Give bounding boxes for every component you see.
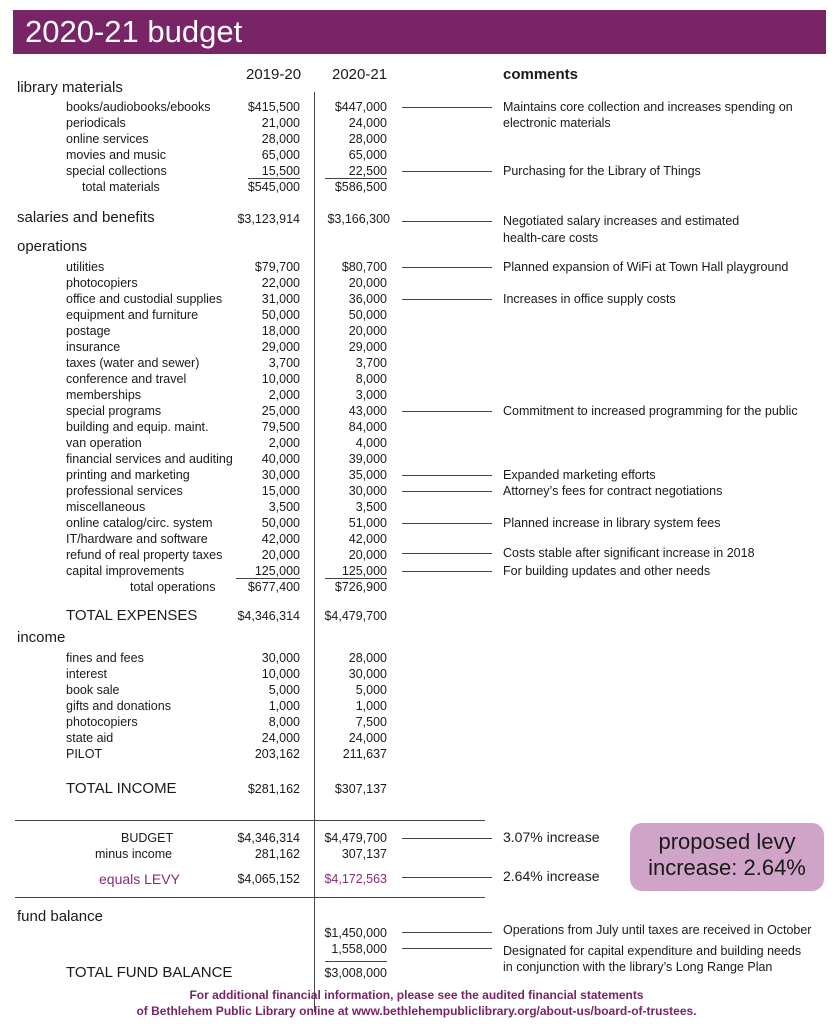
total-materials-label: total materials	[82, 180, 160, 194]
proposed-levy-box	[630, 823, 824, 891]
operations-row-2019-20: 18,000	[261, 324, 300, 338]
operations-row-2020-21: 84,000	[348, 420, 387, 434]
income-row-2019-20: 10,000	[261, 667, 300, 681]
operations-row-2019-20: 22,000	[261, 276, 300, 290]
comment-leader	[402, 171, 492, 172]
income-row-label: state aid	[66, 731, 114, 745]
page-title: 2020-21 budget	[25, 14, 243, 49]
operations-row-2019-20: 10,000	[261, 372, 300, 386]
operations-row-2019-20: 2,000	[268, 436, 300, 450]
column-header-2019-20: 2019-20	[246, 66, 302, 83]
operations-row-2019-20: 3,700	[268, 356, 300, 370]
income-row-2019-20: 8,000	[268, 715, 300, 729]
income-row-label: photocopiers	[66, 715, 138, 729]
operations-row-2020-21: 43,000	[348, 404, 387, 418]
materials-row-label: online services	[66, 132, 149, 146]
operations-row-label: miscellaneous	[66, 500, 146, 514]
operations-row-label: taxes (water and sewer)	[66, 356, 200, 370]
section-library-materials: library materials	[17, 79, 123, 96]
total-income-2019-20: $281,162	[247, 782, 300, 796]
operations-row-2020-21: 29,000	[348, 340, 387, 354]
operations-row-label: refund of real property taxes	[66, 548, 223, 562]
operations-row-2020-21: 30,000	[348, 484, 387, 498]
materials-row-2020-21: 24,000	[348, 116, 387, 130]
comment-online-catalog: Planned increase in library system fees	[503, 516, 721, 530]
income-row-label: book sale	[66, 683, 120, 697]
materials-row-label: periodicals	[66, 116, 126, 130]
title-banner	[13, 10, 826, 54]
operations-row-label: printing and marketing	[66, 468, 190, 482]
budget-2020-21: $4,479,700	[324, 831, 387, 845]
materials-row-2019-20: $415,500	[247, 100, 300, 114]
fund-comment-1: Operations from July until taxes are received in October	[503, 923, 812, 937]
minus-income-label: minus income	[95, 847, 173, 861]
comment-printing: Expanded marketing efforts	[503, 468, 656, 482]
operations-row-2020-21: 3,000	[355, 388, 387, 402]
operations-row-label: capital improvements	[66, 564, 185, 578]
total-expenses-label: TOTAL EXPENSES	[66, 607, 198, 624]
materials-row-2020-21: $447,000	[334, 100, 387, 114]
operations-row-label: equipment and furniture	[66, 308, 199, 322]
operations-row-2020-21: 39,000	[348, 452, 387, 466]
total-expenses-2019-20: $4,346,314	[237, 609, 300, 623]
comment-leader	[402, 553, 492, 554]
comment-leader	[402, 491, 492, 492]
materials-row-label: movies and music	[66, 148, 167, 162]
operations-row-2019-20: 50,000	[261, 308, 300, 322]
materials-row-2019-20: 21,000	[261, 116, 300, 130]
comment-leader	[402, 932, 492, 933]
operations-row-2019-20: 2,000	[268, 388, 300, 402]
total-fund-balance-2020-21: $3,008,000	[324, 966, 387, 980]
summary-rule	[15, 820, 485, 821]
income-row-label: interest	[66, 667, 107, 681]
operations-row-2020-21: 20,000	[348, 548, 387, 562]
operations-row-2020-21: 50,000	[348, 308, 387, 322]
comment-leader	[402, 267, 492, 268]
total-materials-2019-20: $545,000	[247, 180, 300, 194]
income-row-2019-20: 5,000	[268, 683, 300, 697]
operations-row-label: IT/hardware and software	[66, 532, 208, 546]
operations-row-2019-20: 20,000	[261, 548, 300, 562]
comment-leader	[402, 523, 492, 524]
operations-row-2020-21: 8,000	[355, 372, 387, 386]
levy-2019-20: $4,065,152	[237, 872, 300, 886]
comment-leader	[402, 571, 492, 572]
income-row-2020-21: 5,000	[355, 683, 387, 697]
operations-row-2020-21: 35,000	[348, 468, 387, 482]
operations-row-label: utilities	[66, 260, 105, 274]
levy-box-line2: increase: 2.64%	[648, 855, 806, 880]
operations-row-2019-20: 42,000	[261, 532, 300, 546]
comment-special-programs: Commitment to increased programming for the public	[503, 404, 798, 418]
budget-2019-20: $4,346,314	[237, 831, 300, 845]
budget-comment: 3.07% increase	[503, 829, 600, 845]
footer-line-2: of Bethlehem Public Library online at www.bethlehempubliclibrary.org/about-us/board-of-trustees.	[136, 1004, 697, 1018]
income-row-label: gifts and donations	[66, 699, 171, 713]
comment-leader	[402, 221, 492, 222]
operations-row-2020-21: 3,700	[355, 356, 387, 370]
section-income: income	[17, 629, 66, 646]
operations-row-label: professional services	[66, 484, 183, 498]
materials-row-2019-20: 65,000	[261, 148, 300, 162]
operations-row-2020-21: 125,000	[341, 564, 387, 578]
salaries-2019-20: $3,123,914	[237, 212, 300, 226]
operations-row-label: special programs	[66, 404, 162, 418]
operations-row-label: building and equip. maint.	[66, 420, 209, 434]
operations-row-label: photocopiers	[66, 276, 138, 290]
section-fund-balance: fund balance	[17, 908, 103, 925]
column-header-2020-21: 2020-21	[332, 66, 388, 83]
income-row-label: PILOT	[66, 747, 103, 761]
comment-leader	[402, 411, 492, 412]
operations-row-2020-21: 51,000	[348, 516, 387, 530]
income-row-2020-21: 211,637	[342, 747, 387, 761]
income-row-label: fines and fees	[66, 651, 144, 665]
minus-income-2019-20: 281,162	[254, 847, 300, 861]
operations-row-2019-20: 40,000	[261, 452, 300, 466]
income-row-2019-20: 203,162	[254, 747, 300, 761]
total-income-label: TOTAL INCOME	[66, 780, 177, 797]
income-row-2019-20: 30,000	[261, 651, 300, 665]
operations-row-label: conference and travel	[66, 372, 187, 386]
comment-books-2: electronic materials	[503, 116, 611, 130]
operations-row-2019-20: 31,000	[261, 292, 300, 306]
comment-salaries-2: health-care costs	[503, 231, 599, 245]
income-row-2020-21: 30,000	[348, 667, 387, 681]
minus-income-2020-21: 307,137	[341, 847, 387, 861]
operations-row-2019-20: 50,000	[261, 516, 300, 530]
comment-leader	[402, 107, 492, 108]
total-income-2020-21: $307,137	[334, 782, 387, 796]
levy-label: equals LEVY	[99, 871, 180, 887]
total-materials-2020-21: $586,500	[334, 180, 387, 194]
subtotal-rule	[248, 178, 300, 179]
operations-row-label: memberships	[66, 388, 142, 402]
operations-row-label: online catalog/circ. system	[66, 516, 213, 530]
total-expenses-2020-21: $4,479,700	[324, 609, 387, 623]
section-salaries: salaries and benefits	[17, 209, 155, 226]
budget-label: BUDGET	[121, 831, 174, 845]
subtotal-rule	[325, 961, 387, 962]
operations-row-2020-21: 3,500	[355, 500, 387, 514]
comment-capital: For building updates and other needs	[503, 564, 711, 578]
operations-row-label: postage	[66, 324, 111, 338]
operations-row-label: office and custodial supplies	[66, 292, 223, 306]
total-operations-2019-20: $677,400	[247, 580, 300, 594]
materials-row-2020-21: 22,500	[348, 164, 387, 178]
operations-row-2019-20: 29,000	[261, 340, 300, 354]
total-operations-2020-21: $726,900	[334, 580, 387, 594]
operations-row-2019-20: 25,000	[261, 404, 300, 418]
fund-balance-row-1: $1,450,000	[324, 926, 387, 940]
comment-leader	[402, 877, 492, 878]
materials-row-2019-20: 15,500	[261, 164, 300, 178]
subtotal-rule	[236, 578, 300, 579]
section-operations: operations	[17, 238, 88, 255]
operations-row-label: insurance	[66, 340, 121, 354]
footer-line-1: For additional financial information, please see the audited financial statements	[189, 988, 644, 1002]
column-header-comments: comments	[503, 66, 579, 83]
income-row-2020-21: 1,000	[355, 699, 387, 713]
comment-books-1: Maintains core collection and increases spending on	[503, 100, 793, 114]
levy-box-line1: proposed levy	[658, 829, 796, 854]
levy-2020-21: $4,172,563	[324, 872, 387, 886]
total-fund-balance-label: TOTAL FUND BALANCE	[66, 964, 233, 981]
comment-office: Increases in office supply costs	[503, 292, 676, 306]
summary-rule	[15, 897, 485, 898]
materials-row-label: special collections	[66, 164, 167, 178]
operations-row-2020-21: 20,000	[348, 324, 387, 338]
operations-row-2020-21: $80,700	[341, 260, 387, 274]
materials-row-2020-21: 28,000	[348, 132, 387, 146]
fund-balance-row-2: 1,558,000	[331, 942, 387, 956]
comment-leader	[402, 475, 492, 476]
fund-comment-2a: Designated for capital expenditure and building needs	[503, 944, 802, 958]
comment-professional: Attorney’s fees for contract negotiations	[503, 484, 723, 498]
comment-leader	[402, 299, 492, 300]
operations-row-2019-20: 79,500	[261, 420, 300, 434]
total-operations-label: total operations	[130, 580, 216, 594]
operations-row-2020-21: 20,000	[348, 276, 387, 290]
income-row-2020-21: 28,000	[348, 651, 387, 665]
operations-row-2019-20: 125,000	[254, 564, 300, 578]
comment-leader	[402, 838, 492, 839]
income-row-2020-21: 24,000	[348, 731, 387, 745]
materials-row-label: books/audiobooks/ebooks	[66, 100, 211, 114]
operations-row-label: financial services and auditing	[66, 452, 233, 466]
comment-refund: Costs stable after significant increase in 2018	[503, 546, 755, 560]
operations-row-2019-20: 30,000	[261, 468, 300, 482]
operations-row-2019-20: 15,000	[261, 484, 300, 498]
salaries-2020-21: $3,166,300	[327, 212, 390, 226]
comment-leader	[402, 948, 492, 949]
comment-utilities: Planned expansion of WiFi at Town Hall playground	[503, 260, 789, 274]
levy-comment: 2.64% increase	[503, 868, 600, 884]
materials-row-2019-20: 28,000	[261, 132, 300, 146]
income-row-2019-20: 24,000	[261, 731, 300, 745]
operations-row-2020-21: 4,000	[355, 436, 387, 450]
operations-row-2019-20: 3,500	[268, 500, 300, 514]
materials-row-2020-21: 65,000	[348, 148, 387, 162]
operations-row-label: van operation	[66, 436, 142, 450]
fund-comment-2b: in conjunction with the library’s Long Range Plan	[503, 960, 773, 974]
operations-row-2019-20: $79,700	[254, 260, 300, 274]
operations-row-2020-21: 42,000	[348, 532, 387, 546]
comment-special-collections: Purchasing for the Library of Things	[503, 164, 701, 178]
subtotal-rule	[325, 178, 387, 179]
income-row-2020-21: 7,500	[355, 715, 387, 729]
subtotal-rule	[325, 578, 387, 579]
income-row-2019-20: 1,000	[268, 699, 300, 713]
operations-row-2020-21: 36,000	[348, 292, 387, 306]
comment-salaries-1: Negotiated salary increases and estimated	[503, 214, 740, 228]
